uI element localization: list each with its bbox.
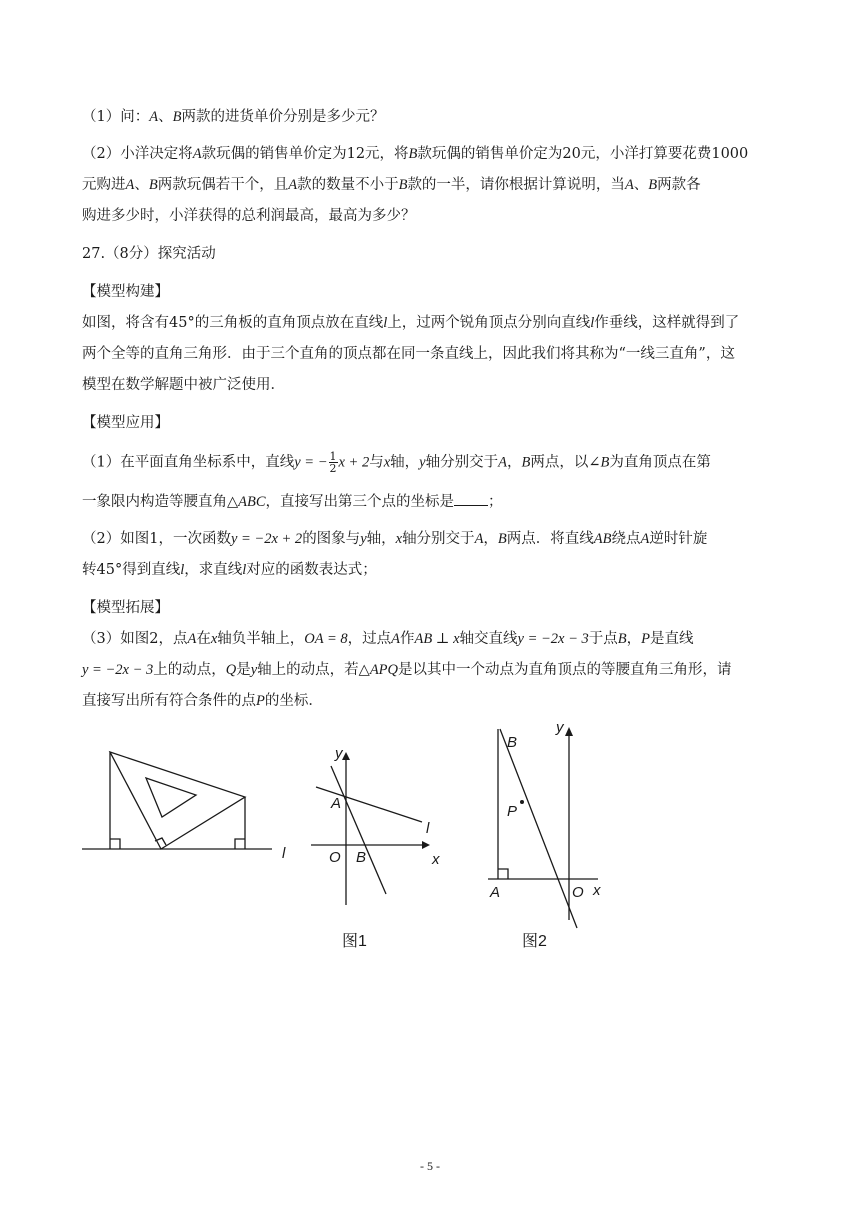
fig1-label-y: y [335,745,343,762]
q26-part2-line2: 元购进A、B两款玩偶若干个，且A款的数量不小于B款的一半，请你根据计算说明，当A、B两款各 [82,177,701,193]
build-line3: 模型在数学解题中被广泛使用． [82,377,285,393]
section-model-build: 【模型构建】 [82,284,169,300]
answer-blank [454,491,488,506]
figure-1 [311,752,430,905]
apply1-line1: （1）在平面直角坐标系中，直线y = − $\frac{1}{2}$ x + 2与x轴，y轴分别交于A，B两点，以∠B为直角顶点在第 [82,450,711,475]
extend3-line1: （3）如图2，点A在x轴负半轴上，OA = 8，过点A作AB ⊥ x轴交直线y = −2x − 3于点B，P是直线 [82,631,694,647]
q26-part1: （1）问：A、B两款的进货单价分别是多少元？ [82,109,385,125]
extend3-line3: 直接写出所有符合条件的点P的坐标． [82,693,323,709]
fig2-right-angle-mark [498,869,508,879]
fig2-label-P: P [507,803,518,820]
fig1-label-B: B [356,849,367,866]
fig1-label-A: A [331,795,342,812]
fig2-line [500,729,577,928]
fig2-label-y: y [556,720,564,736]
apply2-line2: 转45°得到直线l，求直线l对应的函数表达式； [82,562,377,578]
fig1-label-l: l [426,820,430,837]
right-angle-mark-left [110,839,120,849]
triangle-outer [110,752,245,849]
apply1-line2: 一象限内构造等腰直角△ABC，直接写出第三个点的坐标是 ； [82,491,503,512]
q26-part2-line1: （2）小洋决定将A款玩偶的销售单价定为12元，将B款玩偶的销售单价定为20元，小洋打算要花费1000 [82,146,749,162]
fig1-caption: 图1 [342,933,367,950]
right-angle-mark-right [235,839,245,849]
build-line1: 如图，将含有45°的三角板的直角顶点放在直线l上，过两个锐角顶点分别向直线l作垂线，这样就得到了 [82,315,740,331]
fig1-x-arrow [422,841,430,849]
q26-part2-line3: 购进多少时，小洋获得的总利润最高，最高为多少？ [82,208,416,224]
build-line2: 两个全等的直角三角形．由于三个直角的顶点都在同一条直线上，因此我们将其称为“一线三直角”，这 [82,346,735,362]
fig2-label-A: A [490,884,501,901]
fraction-one-half: $\frac{1}{2}$ [329,450,337,475]
section-model-apply: 【模型应用】 [82,415,169,431]
fig1-label-O: O [329,849,341,866]
fig0-label-l: l [282,845,286,862]
fig2-label-B: B [507,734,518,751]
fig1-line-ab [331,766,386,894]
apply2-line1: （2）如图1，一次函数y = −2x + 2的图象与y轴，x轴分别交于A，B两点．将直线AB绕点A逆时针旋 [82,531,708,547]
fig2-caption: 图2 [522,933,547,950]
figures-area [0,720,860,980]
fig2-label-x: x [593,882,601,899]
page-number: - 5 - [420,1159,440,1173]
section-model-extend: 【模型拓展】 [82,600,169,616]
q27-heading: 27.（8分）探究活动 [82,246,216,262]
extend3-line2: y = −2x − 3上的动点，Q是y轴上的动点，若△APQ是以其中一个动点为直角顶点的等腰直角三角形，请 [82,662,732,678]
fig2-y-arrow [565,727,573,736]
fig2-point-P [520,800,524,804]
fig1-label-x: x [432,851,440,868]
fig1-y-arrow [342,752,350,760]
fig2-label-O: O [572,884,584,901]
triangle-inner [146,778,196,817]
figure-set-square [82,752,272,849]
